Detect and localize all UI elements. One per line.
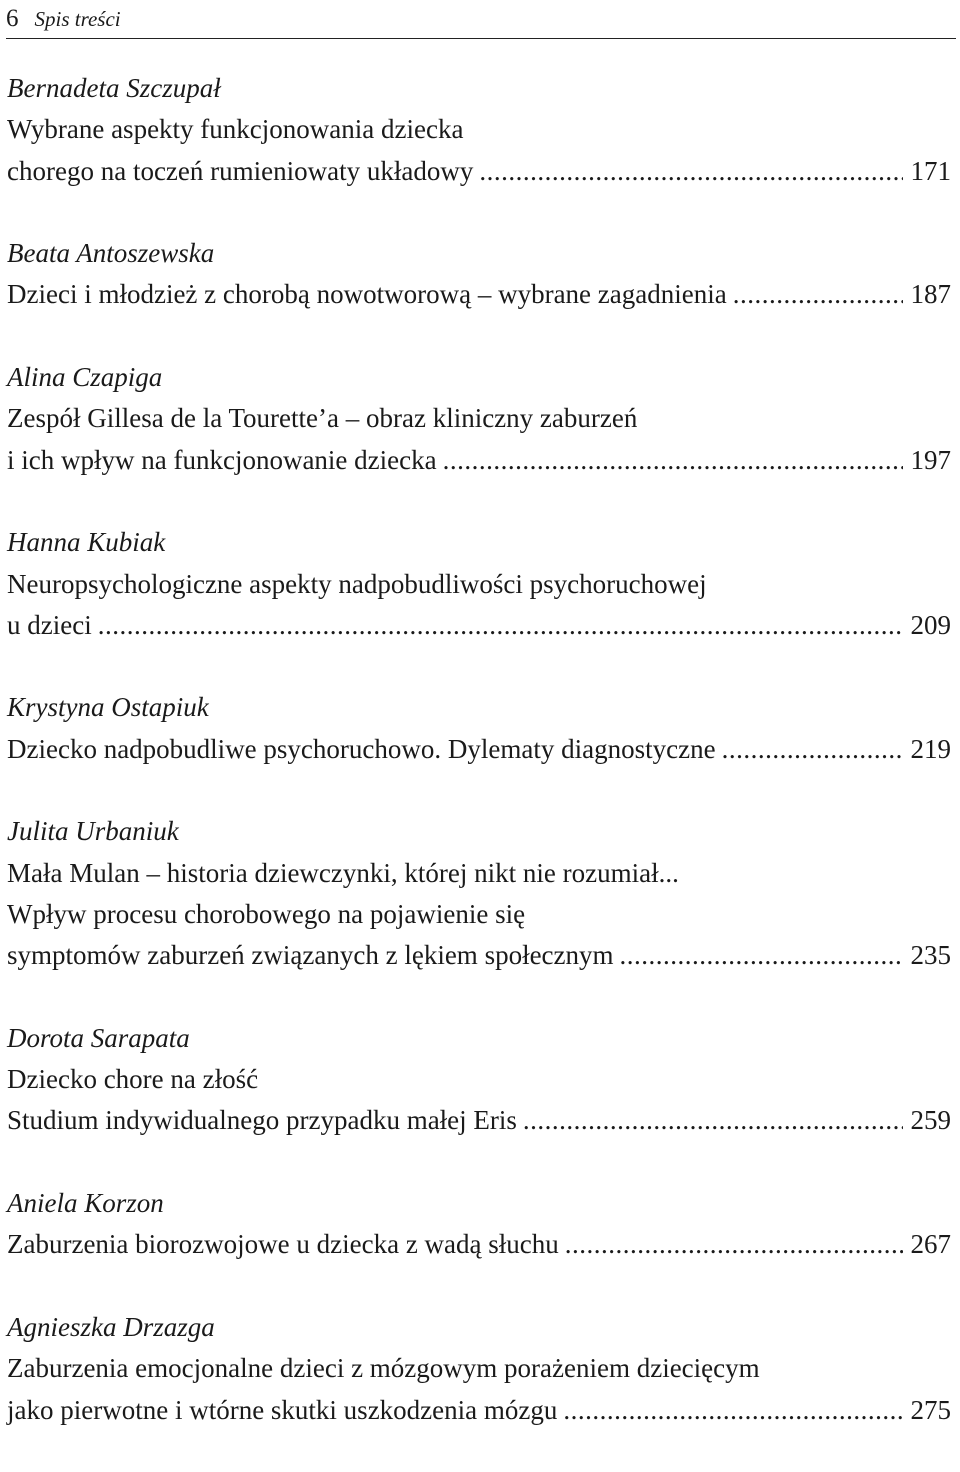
toc-entry bbox=[7, 1183, 951, 1266]
toc-entry bbox=[7, 1307, 951, 1431]
entry-title-text: u dzieci bbox=[7, 609, 92, 640]
entry-title-line: Neuropsychologiczne aspekty nadpobudliwości psychoruchowej bbox=[7, 568, 707, 599]
entry-title-last-line bbox=[7, 274, 951, 315]
toc-entry bbox=[7, 233, 951, 316]
dot-leader bbox=[437, 440, 903, 481]
running-header bbox=[6, 0, 956, 39]
entry-page-number: 209 bbox=[910, 609, 951, 640]
entry-title-text: jako pierwotne i wtórne skutki uszkodzenia mózgu bbox=[7, 1394, 558, 1425]
dot-leader bbox=[727, 274, 903, 315]
entry-title-last-line bbox=[7, 440, 951, 481]
entry-title-last-line bbox=[7, 729, 951, 770]
entry-author: Agnieszka Drzazga bbox=[7, 1311, 215, 1342]
entry-page-number: 219 bbox=[910, 733, 951, 764]
dot-leader bbox=[716, 729, 903, 770]
entry-title-last-line bbox=[7, 151, 951, 192]
dot-leader bbox=[92, 605, 903, 646]
entry-author: Julita Urbaniuk bbox=[7, 816, 179, 847]
entry-author: Alina Czapiga bbox=[7, 362, 163, 393]
entry-page-number: 267 bbox=[910, 1229, 951, 1260]
dot-leader bbox=[557, 1390, 903, 1431]
entry-title-text: Studium indywidualnego przypadku małej Eris bbox=[7, 1105, 517, 1136]
entry-author: Hanna Kubiak bbox=[7, 527, 166, 558]
toc-entry bbox=[7, 811, 951, 976]
entry-author: Beata Antoszewska bbox=[7, 238, 215, 269]
entry-page-number: 275 bbox=[910, 1394, 951, 1425]
entry-page-number: 197 bbox=[910, 444, 951, 475]
entry-title-text: Zaburzenia biorozwojowe u dziecka z wadą słuchu bbox=[7, 1229, 559, 1260]
entry-title-text: Dzieci i młodzież z chorobą nowotworową – wybrane zagadnienia bbox=[7, 279, 727, 310]
entry-title-last-line bbox=[7, 1390, 951, 1431]
toc-entry bbox=[7, 357, 951, 481]
entry-title-line: Dziecko chore na złość bbox=[7, 1064, 259, 1095]
entry-page-number: 171 bbox=[910, 155, 951, 186]
entry-title-line: Zespół Gillesa de la Tourette’a – obraz kliniczny zaburzeń bbox=[7, 403, 638, 434]
dot-leader bbox=[559, 1224, 903, 1265]
toc-entry bbox=[7, 68, 951, 192]
entry-title-text: Dziecko nadpobudliwe psychoruchowo. Dylematy diagnostyczne bbox=[7, 733, 716, 764]
dot-leader bbox=[473, 151, 903, 192]
toc-entry bbox=[7, 522, 951, 646]
table-of-contents bbox=[7, 68, 951, 1472]
entry-title-last-line bbox=[7, 1100, 951, 1141]
entry-author: Aniela Korzon bbox=[7, 1188, 164, 1219]
entry-title-line: Zaburzenia emocjonalne dzieci z mózgowym porażeniem dziecięcym bbox=[7, 1353, 760, 1384]
toc-entry bbox=[7, 1018, 951, 1142]
entry-page-number: 259 bbox=[910, 1105, 951, 1136]
entry-page-number: 235 bbox=[910, 940, 951, 971]
dot-leader bbox=[614, 935, 903, 976]
entry-title-last-line bbox=[7, 1224, 951, 1265]
dot-leader bbox=[517, 1100, 903, 1141]
entry-title-line: Mała Mulan – historia dziewczynki, której nikt nie rozumiał... bbox=[7, 857, 679, 888]
page-number: 6 bbox=[6, 5, 19, 32]
entry-author: Dorota Sarapata bbox=[7, 1022, 190, 1053]
entry-title-text: chorego na toczeń rumieniowaty układowy bbox=[7, 155, 474, 186]
entry-author: Bernadeta Szczupał bbox=[7, 73, 221, 103]
entry-page-number: 187 bbox=[910, 279, 951, 310]
entry-title-line: Wpływ procesu chorobowego na pojawienie się bbox=[7, 898, 526, 929]
entry-title-text: i ich wpływ na funkcjonowanie dziecka bbox=[7, 444, 437, 475]
entry-author: Krystyna Ostapiuk bbox=[7, 692, 209, 723]
toc-entry bbox=[7, 687, 951, 770]
entry-title-last-line bbox=[7, 935, 951, 976]
entry-title-line: Wybrane aspekty funkcjonowania dziecka bbox=[7, 114, 464, 145]
header-title: Spis treści bbox=[34, 6, 121, 31]
entry-title-last-line bbox=[7, 605, 951, 646]
entry-title-text: symptomów zaburzeń związanych z lękiem społecznym bbox=[7, 940, 614, 971]
